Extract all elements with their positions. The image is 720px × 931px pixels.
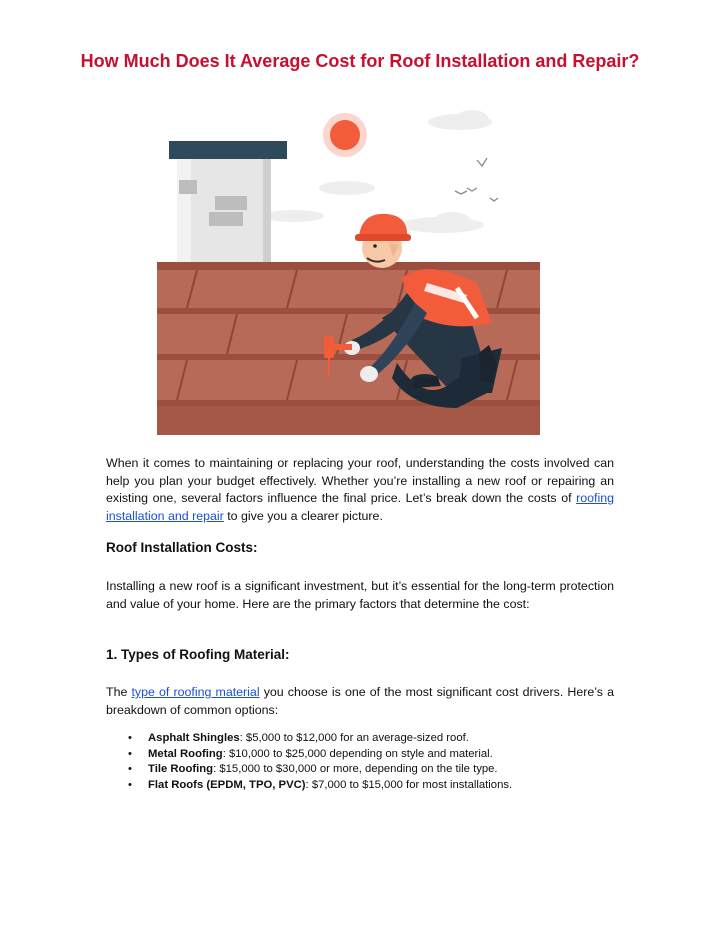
page-title: How Much Does It Average Cost for Roof Installation and Repair?: [80, 51, 640, 71]
section-heading-roofing-material: 1. Types of Roofing Material:: [106, 647, 290, 662]
list-item-term: Tile Roofing: [148, 763, 214, 775]
bullet-icon: •: [128, 778, 132, 791]
intro-text: When it comes to maintaining or replacing your roof, understanding the costs involved can help you plan your budget effectively. Whether you’re installing a new roof or repairing an existing one, several factors influence the final price. Let’s break down the costs of: [106, 456, 614, 505]
list-item: [128, 778, 668, 794]
list-item: [128, 747, 668, 763]
birds-icon: [455, 158, 498, 201]
roofing-installation-link[interactable]: roofing installation and repair: [106, 491, 614, 523]
material-text-end: you choose is one of the most significant cost drivers. Here’s a breakdown of common options:: [106, 685, 614, 717]
bullet-icon: •: [128, 732, 132, 744]
intro-paragraph: [106, 455, 614, 525]
list-item-term: Flat Roofs (EPDM, TPO, PVC): [148, 778, 306, 791]
list-item-desc: : $7,000 to $15,000 for most installations.: [305, 778, 513, 791]
list-item-desc: : $5,000 to $12,000 for an average-sized roof.: [239, 732, 469, 744]
list-item: [128, 731, 668, 747]
list-item-desc: : $15,000 to $30,000 or more, depending on the tile type.: [213, 763, 498, 775]
list-item-term: Metal Roofing: [148, 747, 223, 760]
bullet-icon: •: [128, 763, 132, 775]
bullet-icon: •: [128, 747, 132, 760]
intro-text-end: to give you a clearer picture.: [223, 508, 383, 523]
roofer-illustration: [157, 108, 540, 435]
section-heading-roof-installation: Roof Installation Costs:: [106, 540, 258, 555]
material-paragraph: [106, 684, 614, 719]
roofing-material-link[interactable]: type of roofing material: [131, 685, 260, 699]
list-item-term: Asphalt Shingles: [148, 732, 240, 744]
sun-icon: [323, 113, 367, 157]
roofing-cost-list: [106, 731, 668, 793]
material-text: The: [106, 685, 132, 699]
installation-paragraph: Installing a new roof is a significant investment, but it’s essential for the long-term protection and value of your home. Here are the primary factors that determine the cost:: [106, 579, 614, 611]
list-item-desc: : $10,000 to $25,000 depending on style and material.: [222, 747, 493, 760]
list-item: [128, 762, 668, 778]
